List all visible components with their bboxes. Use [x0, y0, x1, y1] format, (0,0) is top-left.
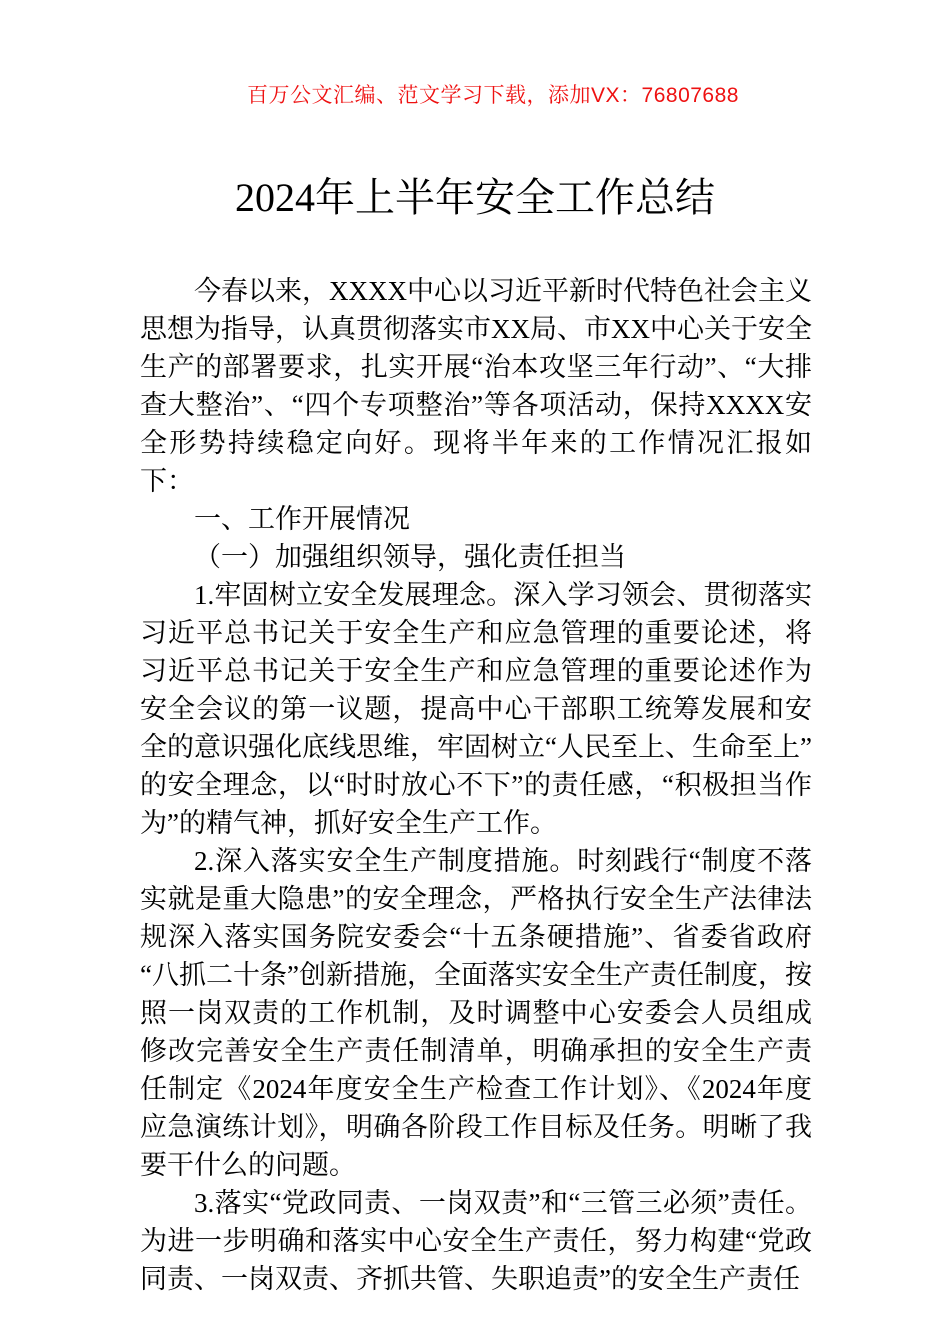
watermark-banner: 百万公文汇编、范文学习下载，添加VX：76807688 [247, 84, 739, 107]
document-title: 2024年上半年安全工作总结 [235, 175, 715, 220]
paragraph: 2.深入落实安全生产制度措施。时刻践行“制度不落实就是重大隐患”的安全理念，严格执行安全生产法律法规深入落实国务院安委会“十五条硬措施”、省委省政府“八抓二十条”创新措施，全面落实安全生产责任制度，按照一岗双责的工作机制，及时调整中心安委会人员组成修改完善安全生产责任制清单，明确承担的安全生产责任制定《2024年度安全生产检查工作计划》、《2024年度应急演练计划》，明确各阶段工作目标及任务。明晰了我要干什么的问题。 [140, 846, 812, 1180]
document-body [140, 272, 812, 1298]
paragraph: 3.落实“党政同责、一岗双责”和“三管三必须”责任。为进一步明确和落实中心安全生产责任，努力构建“党政同责、一岗双责、齐抓共管、失职追责”的安全生产责任 [140, 1188, 812, 1294]
paragraph: 1.牢固树立安全发展理念。深入学习领会、贯彻落实习近平总书记关于安全生产和应急管理的重要论述，将习近平总书记关于安全生产和应急管理的重要论述作为安全会议的第一议题，提高中心干部职工统筹发展和安全的意识强化底线思维，牢固树立“人民至上、生命至上”的安全理念，以“时时放心不下”的责任感，“积极担当作为”的精气神，抓好安全生产工作。 [140, 580, 812, 838]
paragraph: 今春以来，XXXX中心以习近平新时代特色社会主义思想为指导，认真贯彻落实市XX局、市XX中心关于安全生产的部署要求，扎实开展“治本攻坚三年行动”、“大排查大整治”、“四个专项整治”等各项活动，保持XXXX安全形势持续稳定向好。现将半年来的工作情况汇报如下： [140, 276, 812, 496]
section-heading-1: 一、工作开展情况 [194, 504, 410, 534]
section-heading-2: （一）加强组织领导，强化责任担当 [194, 542, 626, 572]
